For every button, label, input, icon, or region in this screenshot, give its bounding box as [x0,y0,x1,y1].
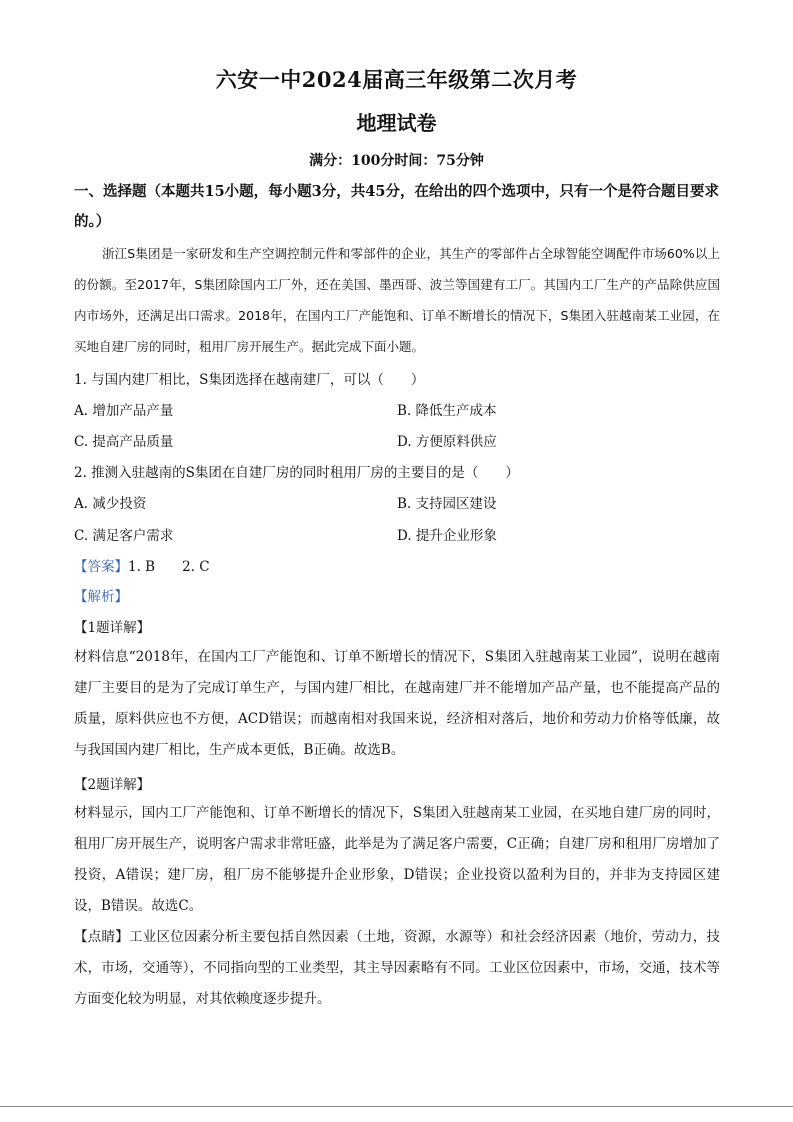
question-1-option-a: A. 增加产品产量 [74,403,174,419]
question-1-option-d: D. 方便原料供应 [397,434,497,450]
question-1-option-b: B. 降低生产成本 [397,403,497,419]
question-2-option-b: B. 支持园区建设 [397,496,497,512]
question-2-option-c: C. 满足客户需求 [74,528,174,544]
analysis-tag: 【解析】 [74,589,128,605]
question-2-stem: 2. 推测入驻越南的S集团在自建厂房的同时租用厂房的主要目的是（ ） [74,465,519,481]
q2-detail-heading: 【2题详解】 [74,777,151,793]
answer-tag: 【答案】 [74,559,128,575]
exam-title: 六安一中2024届高三年级第二次月考 [215,67,578,92]
tip-tag: 【点睛】 [74,929,129,945]
section-heading: 一、选择题（本题共15小题，每小题3分，共45分，在给出的四个选项中，只有一个是符合题目要求的。） [74,183,719,230]
q2-detail-text: 材料显示，国内工厂产能饱和、订单不断增长的情况下，S集团入驻越南某工业园，在买地自建厂房的同时，租用厂房开展生产，说明客户需求非常旺盛，此举是为了满足客户需要，C正确；自建厂房和租用厂房增加了投资，A错误；建厂房，租厂房不能够提升企业形象，D错误；企业投资以盈利为目的，并非为支持园区建设，B错误。故选C。 [74,805,720,914]
subject-title: 地理试卷 [356,111,437,135]
question-1-stem: 1. 与国内建厂相比，S集团选择在越南建厂，可以（ ） [74,372,425,388]
answer-text: 1. B 2. C [128,559,210,575]
q1-detail-heading: 【1题详解】 [74,620,151,636]
question-2-option-d: D. 提升企业形象 [397,528,497,544]
score-time-line: 满分：100分时间：75分钟 [309,153,484,169]
q1-detail-text: 材料信息“2018年，在国内工厂产能饱和、订单不断增长的情况下，S集团入驻越南某工业园”，说明在越南建厂主要目的是为了完成订单生产，与国内建厂相比，在越南建厂并不能增加产品产量，也不能提高产品的质量，原料供应也不方便，ACD错误；而越南相对我国来说，经济相对落后，地价和劳动力价格等低廉，故与我国国内建厂相比，生产成本更低，B正确。故选B。 [74,649,720,758]
answer-line [74,555,210,575]
question-2-option-a: A. 减少投资 [74,496,147,512]
tip-text: 工业区位因素分析主要包括自然因素（土地，资源，水源等）和社会经济因素（地价，劳动力，技术，市场，交通等），不同指向型的工业类型，其主导因素略有不同。工业区位因素中，市场，交通，技术等方面变化较为明显，对其依赖度逐步提升。 [74,929,720,1007]
question-1-option-c: C. 提高产品质量 [74,434,174,450]
page-bottom-divider [0,1106,793,1107]
material-paragraph: 浙江S集团是一家研发和生产空调控制元件和零部件的企业，其生产的零部件占全球智能空调配件市场60%以上的份额。至2017年，S集团除国内工厂外，还在美国、墨西哥、波兰等国建有工厂。其国内工厂生产的产品除供应国内市场外，还满足出口需求。2018年，在国内工厂产能饱和、订单不断增长的情况下，S集团入驻越南某工业园，在买地自建厂房的同时，租用厂房开展生产。据此完成下面小题。 [74,246,720,354]
tip-paragraph [74,922,720,1015]
